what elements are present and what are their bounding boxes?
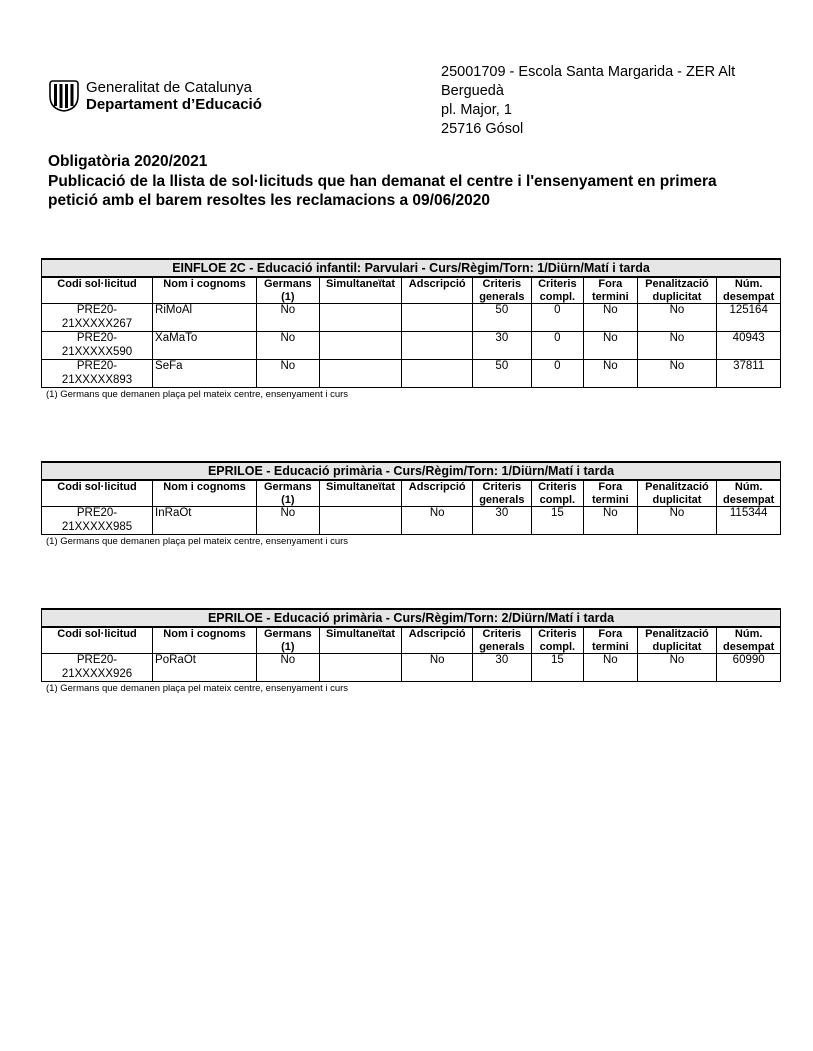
cell-desempat: 40943 xyxy=(717,332,781,360)
column-header: Simultaneïtat xyxy=(319,481,402,507)
cell-nom: XaMaTo xyxy=(153,332,257,360)
column-header: Criteris compl. xyxy=(531,481,583,507)
column-header: Criteris generals xyxy=(473,481,532,507)
section-heading: EPRILOE - Educació primària - Curs/Règim/Torn: 2/Diürn/Matí i tarda xyxy=(41,608,781,627)
column-header: Germans (1) xyxy=(257,481,320,507)
table-header-row xyxy=(42,481,781,507)
cell-compl: 15 xyxy=(531,507,583,535)
column-header: Criteris generals xyxy=(473,628,532,654)
cell-germans: No xyxy=(257,304,320,332)
cell-codi: PRE20-21XXXXX267 xyxy=(42,304,153,332)
cell-nom: RiMoAl xyxy=(153,304,257,332)
cell-generals: 30 xyxy=(473,332,532,360)
address-line: Berguedà xyxy=(441,83,504,99)
cell-simultaneitat xyxy=(319,304,402,332)
column-header: Nom i cognoms xyxy=(153,481,257,507)
cell-desempat: 60990 xyxy=(717,654,781,682)
column-header: Núm. desempat xyxy=(717,481,781,507)
cell-compl: 0 xyxy=(531,304,583,332)
cell-penalitzacio: No xyxy=(637,304,717,332)
cell-adscripcio xyxy=(402,304,473,332)
column-header: Codi sol·licitud xyxy=(42,278,153,304)
cell-generals: 50 xyxy=(473,360,532,388)
title-description-cont: petició amb el barem resoltes les reclamacions a 09/06/2020 xyxy=(48,192,490,209)
table-row xyxy=(42,304,781,332)
address-line: 25001709 - Escola Santa Margarida - ZER Alt xyxy=(441,64,736,80)
column-header: Criteris compl. xyxy=(531,278,583,304)
cell-fora: No xyxy=(584,654,638,682)
cell-fora: No xyxy=(584,304,638,332)
column-header: Simultaneïtat xyxy=(319,278,402,304)
cell-fora: No xyxy=(584,507,638,535)
cell-adscripcio: No xyxy=(402,507,473,535)
cell-simultaneitat xyxy=(319,507,402,535)
cell-nom: PoRaOt xyxy=(153,654,257,682)
column-header: Codi sol·licitud xyxy=(42,481,153,507)
cell-desempat: 125164 xyxy=(717,304,781,332)
logo-organization: Generalitat de Catalunya xyxy=(86,79,252,96)
table-header-row xyxy=(42,278,781,304)
cell-generals: 30 xyxy=(473,507,532,535)
table-row xyxy=(42,654,781,682)
cell-generals: 30 xyxy=(473,654,532,682)
cell-simultaneitat xyxy=(319,654,402,682)
cell-codi: PRE20-21XXXXX985 xyxy=(42,507,153,535)
requests-table xyxy=(41,480,781,535)
request-section xyxy=(41,461,781,548)
table-header-row xyxy=(42,628,781,654)
cell-germans: No xyxy=(257,332,320,360)
column-header: Penalització duplicitat xyxy=(637,481,717,507)
column-header: Criteris compl. xyxy=(531,628,583,654)
address-line: pl. Major, 1 xyxy=(441,102,512,118)
cell-germans: No xyxy=(257,360,320,388)
address-line: 25716 Gósol xyxy=(441,121,524,137)
column-header: Codi sol·licitud xyxy=(42,628,153,654)
cell-germans: No xyxy=(257,507,320,535)
cell-adscripcio xyxy=(402,332,473,360)
table-row xyxy=(42,507,781,535)
column-header: Penalització duplicitat xyxy=(637,278,717,304)
title-year: Obligatòria 2020/2021 xyxy=(48,153,208,170)
generalitat-logo xyxy=(48,79,262,113)
school-address xyxy=(441,63,735,139)
cell-desempat: 37811 xyxy=(717,360,781,388)
cell-penalitzacio: No xyxy=(637,507,717,535)
column-header: Simultaneïtat xyxy=(319,628,402,654)
section-heading: EINFLOE 2C - Educació infantil: Parvulari - Curs/Règim/Torn: 1/Diürn/Matí i tarda xyxy=(41,258,781,277)
cell-codi: PRE20-21XXXXX926 xyxy=(42,654,153,682)
cell-desempat: 115344 xyxy=(717,507,781,535)
cell-adscripcio: No xyxy=(402,654,473,682)
column-header: Núm. desempat xyxy=(717,628,781,654)
request-section xyxy=(41,608,781,695)
column-header: Núm. desempat xyxy=(717,278,781,304)
cell-codi: PRE20-21XXXXX590 xyxy=(42,332,153,360)
section-heading: EPRILOE - Educació primària - Curs/Règim/Torn: 1/Diürn/Matí i tarda xyxy=(41,461,781,480)
cell-compl: 0 xyxy=(531,360,583,388)
cell-nom: InRaOt xyxy=(153,507,257,535)
cell-penalitzacio: No xyxy=(637,654,717,682)
column-header: Fora termini xyxy=(584,278,638,304)
cell-adscripcio xyxy=(402,360,473,388)
column-header: Adscripció xyxy=(402,278,473,304)
column-header: Germans (1) xyxy=(257,628,320,654)
cell-nom: SeFa xyxy=(153,360,257,388)
column-header: Adscripció xyxy=(402,481,473,507)
cell-penalitzacio: No xyxy=(637,332,717,360)
cell-generals: 50 xyxy=(473,304,532,332)
cell-penalitzacio: No xyxy=(637,360,717,388)
column-header: Fora termini xyxy=(584,628,638,654)
column-header: Nom i cognoms xyxy=(153,278,257,304)
footnote: (1) Germans que demanen plaça pel mateix centre, ensenyament i curs xyxy=(46,536,349,547)
cell-fora: No xyxy=(584,332,638,360)
cell-simultaneitat xyxy=(319,332,402,360)
cell-codi: PRE20-21XXXXX893 xyxy=(42,360,153,388)
column-header: Germans (1) xyxy=(257,278,320,304)
requests-table xyxy=(41,277,781,388)
column-header: Criteris generals xyxy=(473,278,532,304)
page-title xyxy=(48,152,768,211)
title-description: Publicació de la llista de sol·licituds que han demanat el centre i l'ensenyament en primera xyxy=(48,172,717,190)
column-header: Adscripció xyxy=(402,628,473,654)
generalitat-emblem-icon xyxy=(48,80,80,112)
requests-table xyxy=(41,627,781,682)
table-row xyxy=(42,332,781,360)
table-row xyxy=(42,360,781,388)
logo-department: Departament d’Educació xyxy=(86,96,262,113)
cell-compl: 15 xyxy=(531,654,583,682)
cell-fora: No xyxy=(584,360,638,388)
cell-compl: 0 xyxy=(531,332,583,360)
column-header: Nom i cognoms xyxy=(153,628,257,654)
cell-simultaneitat xyxy=(319,360,402,388)
column-header: Penalització duplicitat xyxy=(637,628,717,654)
cell-germans: No xyxy=(257,654,320,682)
column-header: Fora termini xyxy=(584,481,638,507)
request-section xyxy=(41,258,781,401)
footnote: (1) Germans que demanen plaça pel mateix centre, ensenyament i curs xyxy=(46,389,349,400)
footnote: (1) Germans que demanen plaça pel mateix centre, ensenyament i curs xyxy=(46,683,349,694)
